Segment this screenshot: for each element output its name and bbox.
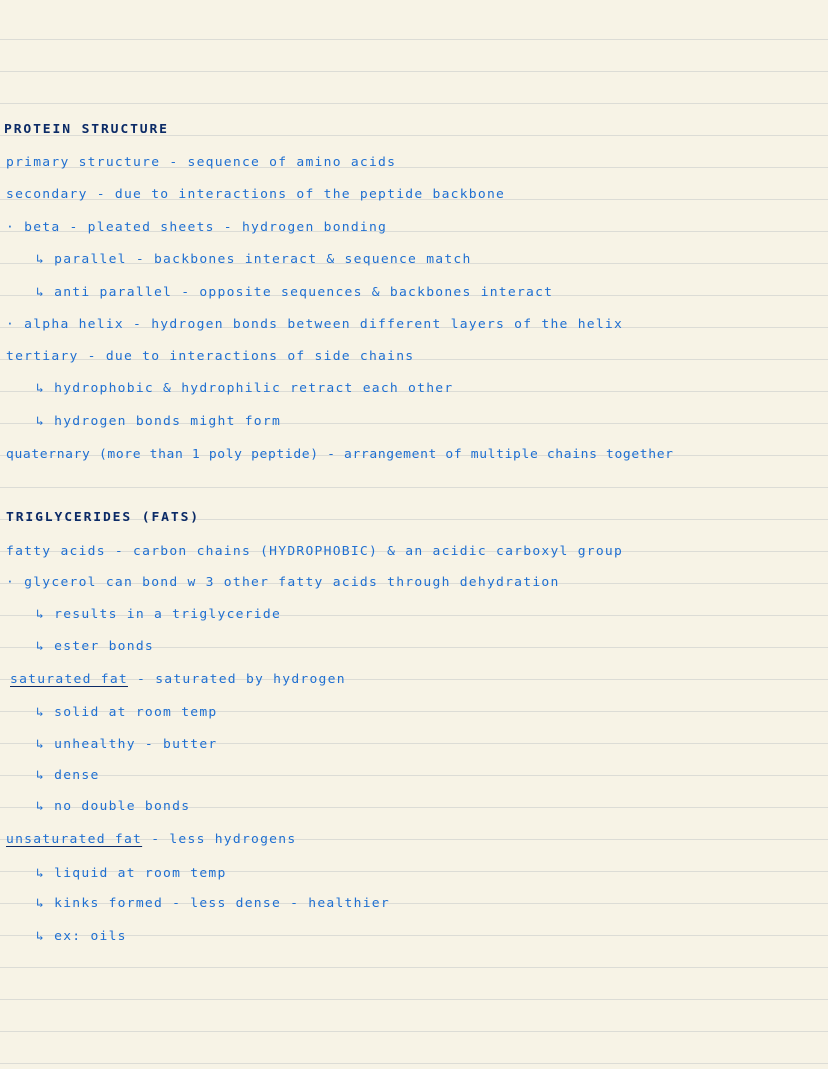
glycerol-note: · glycerol can bond w 3 other fatty acids through dehydration — [6, 574, 560, 589]
no-double-bonds-note: ↳ no double bonds — [36, 798, 191, 813]
triglycerides-heading: TRIGLYCERIDES (FATS) — [6, 509, 200, 524]
fatty-acids-note: fatty acids - carbon chains (HYDROPHOBIC) & an acidic carboxyl group — [6, 543, 624, 558]
saturated-fat-definition: - saturated by hydrogen — [137, 671, 346, 686]
unsaturated-fat-term: unsaturated fat — [6, 831, 143, 846]
hydrophobic-note: ↳ hydrophobic & hydrophilic retract each other — [36, 380, 454, 395]
oils-example-note: ↳ ex: oils — [36, 928, 127, 943]
tertiary-structure-note: tertiary - due to interactions of side chains — [6, 348, 415, 363]
parallel-note: ↳ parallel - backbones interact & sequence match — [36, 251, 472, 266]
triglyceride-result-note: ↳ results in a triglyceride — [36, 606, 282, 621]
unsaturated-fat-definition: - less hydrogens — [151, 831, 297, 846]
secondary-structure-note: secondary - due to interactions of the peptide backbone — [6, 186, 506, 201]
unhealthy-note: ↳ unhealthy - butter — [36, 736, 218, 751]
dense-note: ↳ dense — [36, 767, 100, 782]
unsaturated-fat-note — [6, 831, 296, 846]
saturated-fat-term: saturated fat — [10, 671, 128, 686]
saturated-fat-note — [10, 671, 346, 686]
beta-sheets-note: · beta - pleated sheets - hydrogen bonding — [6, 219, 388, 234]
kinks-note: ↳ kinks formed - less dense - healthier — [36, 895, 390, 910]
ester-bonds-note: ↳ ester bonds — [36, 638, 154, 653]
liquid-note: ↳ liquid at room temp — [36, 865, 227, 880]
primary-structure-note: primary structure - sequence of amino acids — [6, 154, 397, 169]
solid-note: ↳ solid at room temp — [36, 704, 218, 719]
antiparallel-note: ↳ anti parallel - opposite sequences & backbones interact — [36, 284, 554, 299]
alpha-helix-note: · alpha helix - hydrogen bonds between different layers of the helix — [6, 316, 624, 331]
protein-structure-heading: PROTEIN STRUCTURE — [4, 121, 169, 136]
quaternary-structure-note: quaternary (more than 1 poly peptide) - arrangement of multiple chains together — [6, 446, 674, 461]
hydrogen-bonds-note: ↳ hydrogen bonds might form — [36, 413, 282, 428]
